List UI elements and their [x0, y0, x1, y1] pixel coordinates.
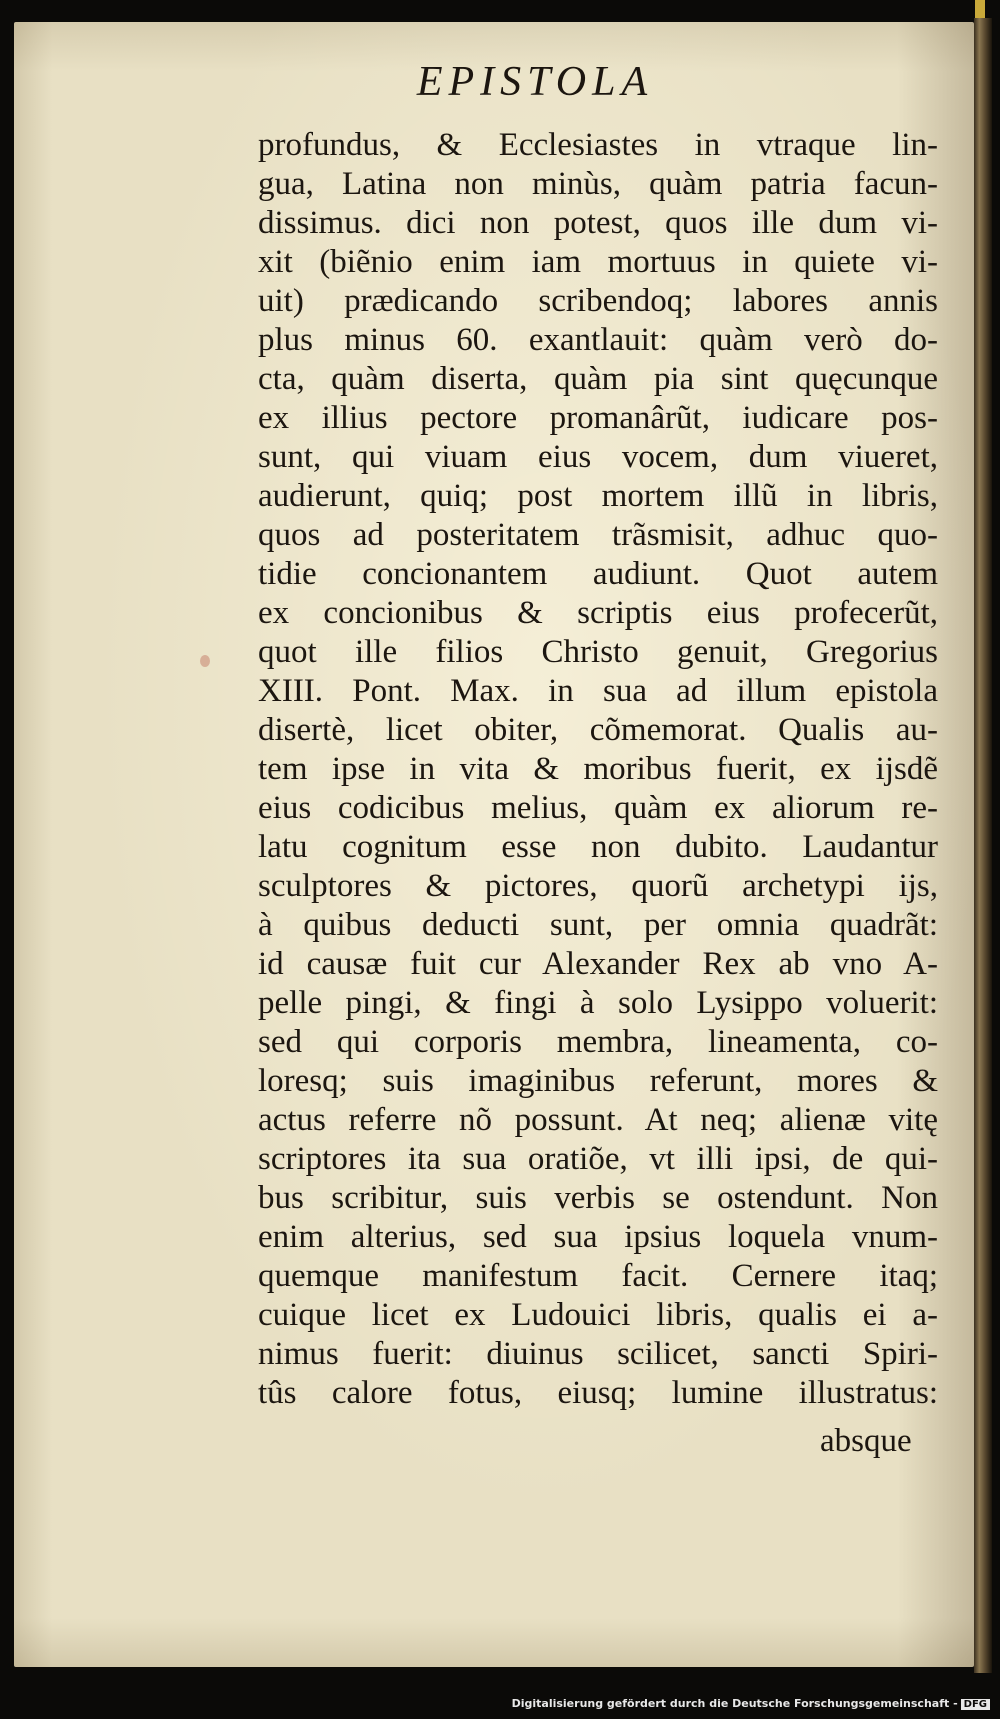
text-line: ex concionibus & scriptis eius profecerũt,: [258, 595, 938, 631]
text-line: quemque manifestum facit. Cernere itaq;: [258, 1258, 938, 1294]
text-line: quos ad posteritatem trãsmisit, adhuc quo-: [258, 517, 938, 553]
text-line: sculptores & pictores, quorũ archetypi ijs,: [258, 868, 938, 904]
text-line: cuique licet ex Ludouici libris, qualis ei a-: [258, 1297, 938, 1333]
text-line: sed qui corporis membra, lineamenta, co-: [258, 1024, 938, 1060]
text-line: enim alterius, sed sua ipsius loquela vnum-: [258, 1219, 938, 1255]
text-line: nimus fuerit: diuinus scilicet, sancti Spiri-: [258, 1336, 938, 1372]
text-line: actus referre nõ possunt. At neq; alienæ vitę: [258, 1102, 938, 1138]
text-line: profundus, & Ecclesiastes in vtraque lin-: [258, 127, 938, 163]
text-line: quot ille filios Christo genuit, Gregorius: [258, 634, 938, 670]
text-line: uit) prædicando scribendoq; labores annis: [258, 283, 938, 319]
text-line: cta, quàm diserta, quàm pia sint quęcunque: [258, 361, 938, 397]
text-line: sunt, qui viuam eius vocem, dum viueret,: [258, 439, 938, 475]
text-line: latu cognitum esse non dubito. Laudantur: [258, 829, 938, 865]
text-line: gua, Latina non minùs, quàm patria facun-: [258, 166, 938, 202]
text-line: id causæ fuit cur Alexander Rex ab vno A-: [258, 946, 938, 982]
text-line: scriptores ita sua oratiõe, vt illi ipsi, de qui-: [258, 1141, 938, 1177]
text-line: XIII. Pont. Max. in sua ad illum epistola: [258, 673, 938, 709]
digitization-credit: [512, 1697, 990, 1710]
text-line: pelle pingi, & fingi à solo Lysippo voluerit:: [258, 985, 938, 1021]
text-line: tidie concionantem audiunt. Quot autem: [258, 556, 938, 592]
text-line: eius codicibus melius, quàm ex aliorum re-: [258, 790, 938, 826]
text-line: dissimus. dici non potest, quos ille dum vi-: [258, 205, 938, 241]
text-line: xit (biẽnio enim iam mortuus in quiete vi-: [258, 244, 938, 280]
text-line: audierunt, quiq; post mortem illũ in libris,: [258, 478, 938, 514]
text-line: loresq; suis imaginibus referunt, mores &: [258, 1063, 938, 1099]
text-line: tûs calore fotus, eiusq; lumine illustratus:: [258, 1375, 938, 1411]
dfg-logo: DFG: [961, 1699, 990, 1710]
text-line: ex illius pectore promanârũt, iudicare pos-: [258, 400, 938, 436]
body-text: [258, 126, 938, 1413]
text-line: disertè, licet obiter, cõmemorat. Qualis au-: [258, 712, 938, 748]
text-line: bus scribitur, suis verbis se ostendunt. Non: [258, 1180, 938, 1216]
text-line: plus minus 60. exantlauit: quàm verò do-: [258, 322, 938, 358]
text-line: à quibus deducti sunt, per omnia quadrãt:: [258, 907, 938, 943]
catchword: absque: [820, 1423, 912, 1459]
paper-stain: [200, 655, 210, 667]
credit-text: Digitalisierung gefördert durch die Deutsche Forschungsgemeinschaft -: [511, 1697, 958, 1710]
running-title: EPISTOLA: [416, 59, 654, 105]
book-edge: [974, 18, 992, 1673]
text-line: tem ipse in vita & moribus fuerit, ex ijsdẽ: [258, 751, 938, 787]
